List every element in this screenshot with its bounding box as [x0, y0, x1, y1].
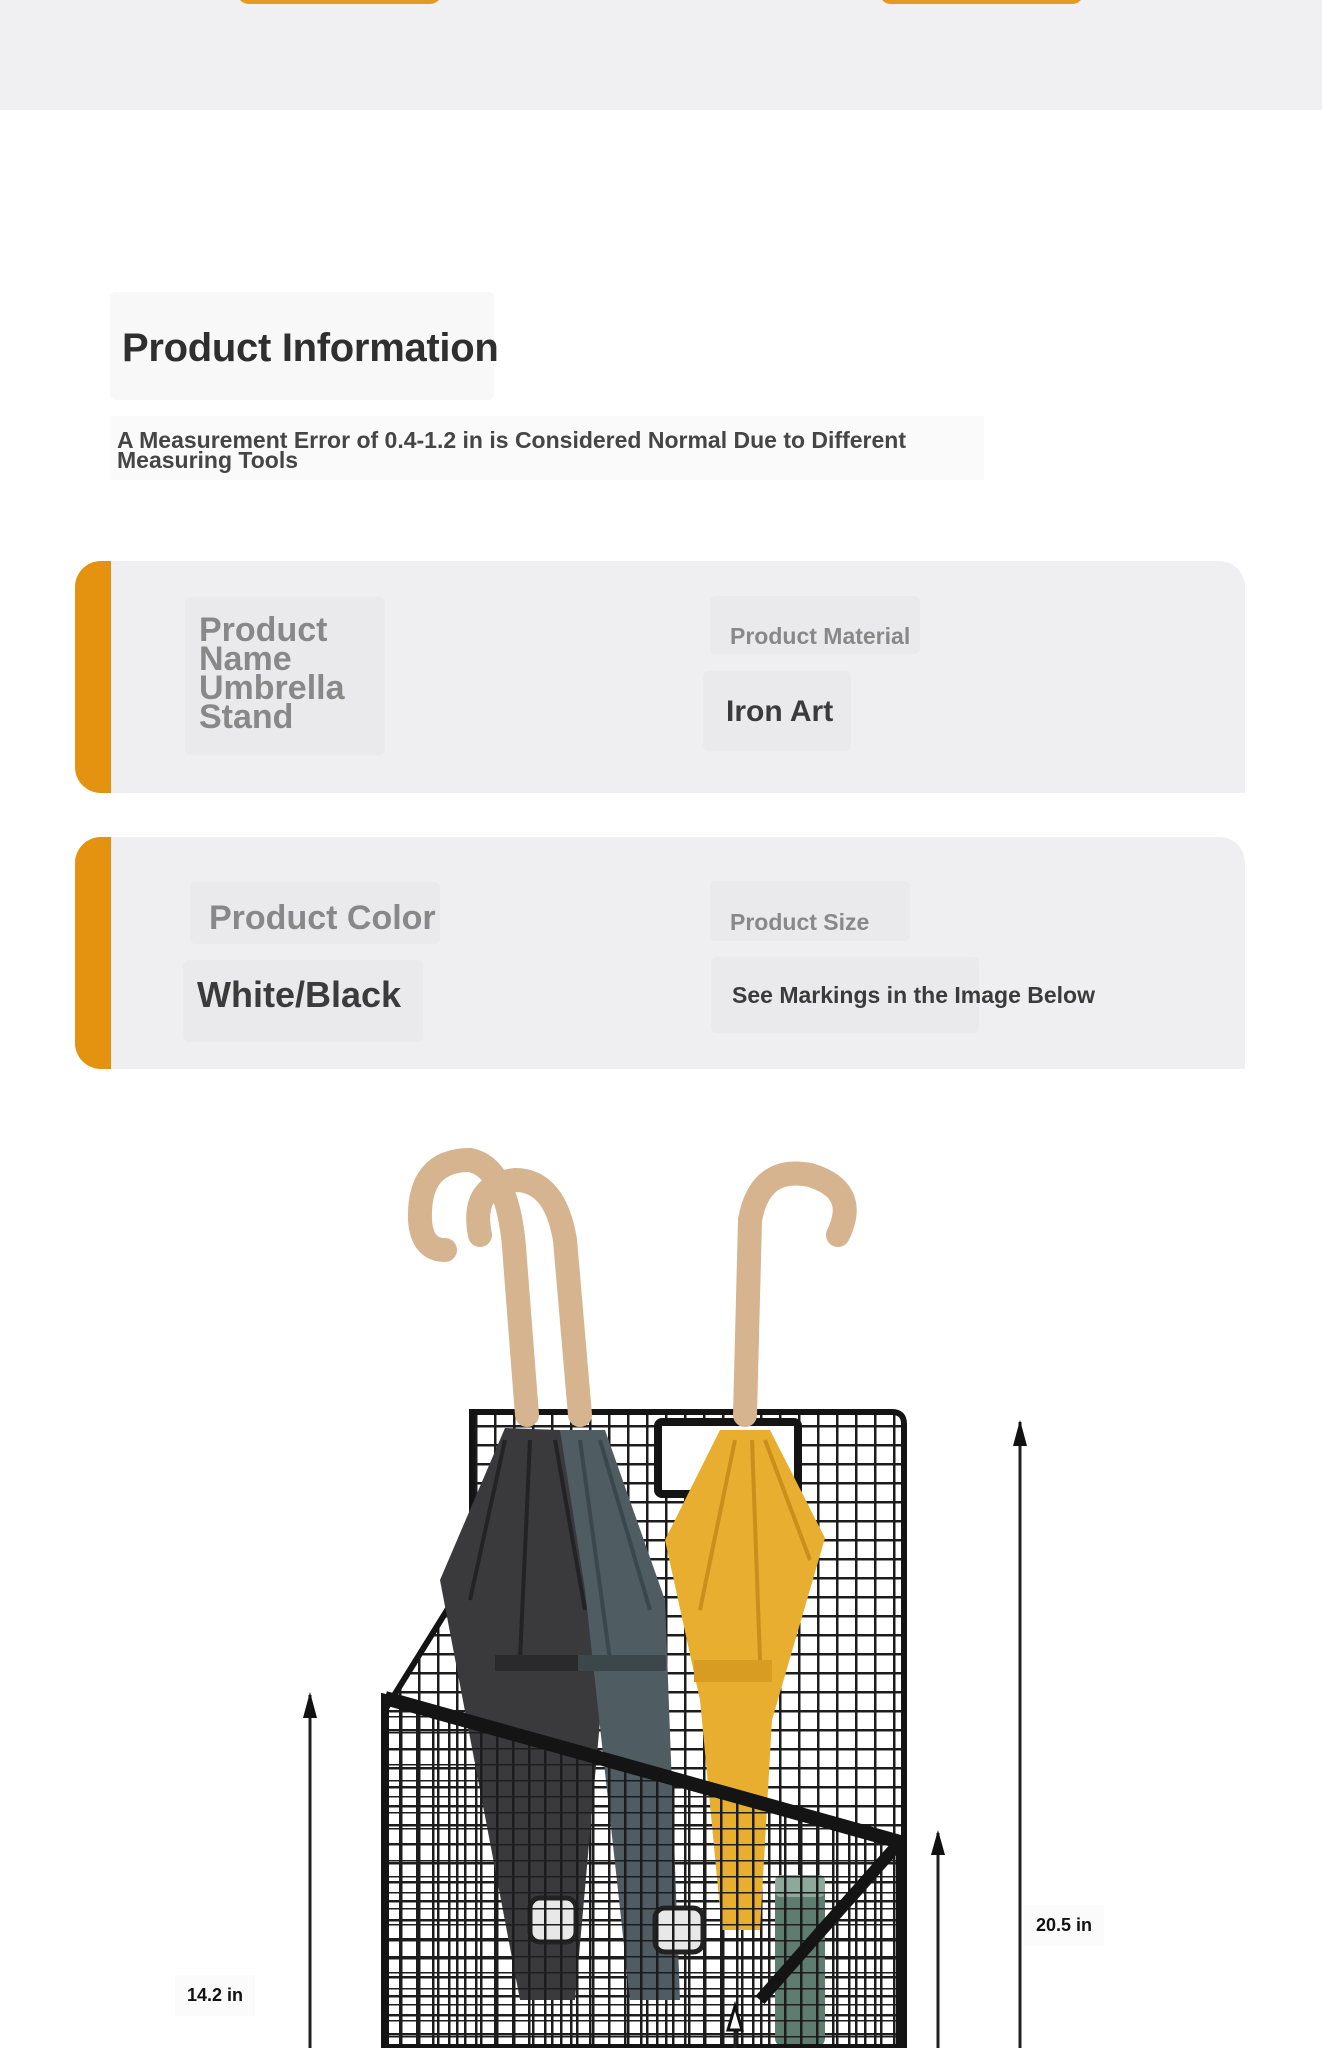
umbrella-handles	[420, 1160, 845, 1415]
dimension-arrow-inner	[931, 1830, 945, 2048]
top-tab-right[interactable]	[879, 0, 1084, 4]
umbrella-stand-image	[0, 1140, 1322, 2048]
measurement-note	[110, 416, 984, 480]
card-accent-bar	[75, 561, 111, 793]
top-tab-left[interactable]	[237, 0, 442, 4]
product-name-label: Product Name Umbrella Stand	[199, 611, 345, 736]
dimension-label-short: 14.2 in	[175, 1975, 255, 2016]
info-card-name-material	[75, 561, 1245, 793]
material-label: Product Material	[730, 623, 911, 649]
color-label: Product Color	[209, 899, 436, 937]
section-title: Product Information	[122, 326, 499, 370]
size-value: See Markings in the Image Below	[732, 982, 1095, 1008]
dimension-arrow-tall	[1013, 1420, 1027, 2048]
material-value: Iron Art	[726, 695, 834, 728]
size-label: Product Size	[730, 909, 870, 935]
dimension-arrow-short	[303, 1692, 317, 2048]
top-strip	[0, 0, 1322, 110]
measurement-note-text: A Measurement Error of 0.4-1.2 in is Considered Normal Due to Different Measuring Tools	[117, 427, 906, 473]
card-accent-bar	[75, 837, 111, 1069]
color-value: White/Black	[197, 974, 402, 1015]
info-card-color-size	[75, 837, 1245, 1069]
dimension-label-tall: 20.5 in	[1024, 1905, 1104, 1946]
section-heading	[110, 292, 499, 400]
